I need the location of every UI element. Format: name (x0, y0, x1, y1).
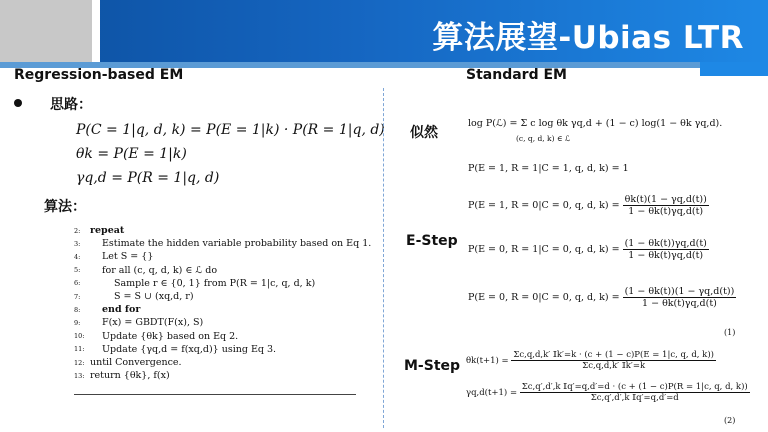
algorithm-line (74, 278, 315, 289)
algorithm-line (74, 344, 276, 355)
mstep-frac-theta: $\frac{\text{Σc,q,d,k′ 𝕀k′=k · (c + (1 − c)P(E = 1|c, q, d, k))}}{\text{Σc,q,d,k′ 𝕀k′=k}}$ (513, 350, 714, 371)
equation-number-2: (2) (724, 416, 736, 425)
line-number: 11: (74, 345, 85, 354)
estep-line-1: P(E = 1, R = 1|C = 1, q, d, k) = 1 (468, 163, 629, 174)
line-number: 13: (74, 371, 85, 380)
line-number: 3: (74, 239, 81, 248)
algorithm-line (74, 331, 238, 342)
estep-line-3: P(E = 0, R = 1|C = 0, q, d, k) = $\frac{(1 - \theta k(t))\gamma q,d(t)}{1 - \theta k(t)\gamma q,d(t)}$ (468, 238, 707, 261)
line-text: F(x) = GBDT(F(x), S) (102, 317, 204, 329)
mstep-label: M-Step (404, 358, 461, 374)
line-number: 6: (74, 279, 81, 288)
line-number: 10: (74, 332, 85, 341)
mstep-frac-gamma: $\frac{\text{Σc,q′,d′,k 𝕀q′=q,d′=d · (c + (1 − c)P(R = 1|c, q, d, k))}}{\text{Σc,q′,d′,k 𝕀q′=q,d′=d}}$ (521, 382, 748, 403)
algorithm-line (74, 251, 153, 262)
algorithm-line (74, 291, 194, 302)
formula-click: P(C = 1|q, d, k) = P(E = 1|k) · P(R = 1|q, d) (76, 122, 385, 138)
header-tab (700, 62, 768, 76)
right-heading: Standard EM (466, 67, 567, 83)
algorithm-line (74, 265, 217, 276)
estep-frac-3: $\frac{(1 - \theta k(t))(1 - \gamma q,d(t))}{1 - \theta k(t)\gamma q,d(t)}$ (624, 286, 735, 309)
equation-number-1: (1) (724, 328, 736, 337)
algorithm-line (74, 357, 182, 368)
algo-label: 算法： (44, 199, 86, 215)
estep-frac-1: $\frac{\theta k(t)(1 - \gamma q,d(t))}{1 - \theta k(t)\gamma q,d(t)}$ (624, 194, 707, 217)
line-text: for all (c, q, d, k) ∈ ℒ do (102, 264, 218, 276)
algorithm-line (74, 238, 371, 249)
line-number: 2: (74, 226, 81, 235)
line-text: until Convergence. (90, 357, 182, 368)
line-text: Let S = {} (102, 251, 154, 263)
estep-label: E-Step (406, 233, 458, 249)
algorithm-line (74, 225, 124, 236)
left-heading: Regression-based EM (14, 67, 184, 83)
line-number: 12: (74, 358, 85, 367)
idea-label: 思路： (50, 97, 92, 113)
algorithm-line (74, 317, 203, 328)
line-text: return {θk}, f(x) (90, 370, 170, 382)
line-number: 9: (74, 318, 81, 327)
mstep-gamma: γq,d(t+1) = $\frac{\text{Σc,q′,d′,k 𝕀q′=q,d′=d · (c + (1 − c)P(R = 1|c, q, d, k))}}{\text{Σc,q′,d′,k 𝕀q′=q,d′=d}}$ (466, 382, 748, 403)
line-number: 7: (74, 292, 81, 301)
line-number: 8: (74, 305, 81, 314)
estep-line-2: P(E = 1, R = 0|C = 0, q, d, k) = $\frac{\theta k(t)(1 - \gamma q,d(t))}{1 - \theta k(t)\gamma q,d(t)}$ (468, 194, 707, 217)
column-divider (383, 88, 384, 428)
likelihood-formula: log P(ℒ) = Σ c log θk γq,d + (1 − c) log(1 − θk γq,d). (468, 118, 723, 129)
line-text: repeat (90, 225, 125, 236)
formula-gamma: γq,d = P(R = 1|q, d) (76, 170, 220, 186)
line-text: Update {γq,d = f(xq,d)} using Eq 3. (102, 343, 277, 355)
line-text: Estimate the hidden variable probability based on Eq 1. (102, 238, 372, 250)
line-number: 5: (74, 266, 81, 275)
line-text: end for (102, 304, 141, 316)
line-text: S = S ∪ (xq,d, r) (114, 291, 194, 302)
likelihood-sum-range: (c, q, d, k) ∈ ℒ (516, 134, 571, 143)
bullet-dot (14, 99, 22, 107)
header-gray-block (0, 0, 92, 62)
line-number: 4: (74, 252, 81, 261)
algorithm-block (74, 224, 372, 395)
likelihood-label: 似然 (410, 125, 438, 141)
estep-frac-2: $\frac{(1 - \theta k(t))\gamma q,d(t)}{1 - \theta k(t)\gamma q,d(t)}$ (624, 238, 707, 261)
mstep-theta: θk(t+1) = $\frac{\text{Σc,q,d,k′ 𝕀k′=k · (c + (1 − c)P(E = 1|c, q, d, k))}}{\text{Σc,q,d,k′ 𝕀k′=k}}$ (466, 350, 714, 371)
formula-theta: θk = P(E = 1|k) (76, 146, 187, 162)
header-notch (92, 0, 100, 62)
slide-title: 算法展望-Ubias LTR (432, 20, 744, 56)
algorithm-line (74, 370, 170, 381)
line-text: Update {θk} based on Eq 2. (102, 330, 239, 342)
line-text: Sample r ∈ {0, 1} from P(R = 1|c, q, d, k) (114, 277, 316, 289)
estep-line-4: P(E = 0, R = 0|C = 0, q, d, k) = $\frac{(1 - \theta k(t))(1 - \gamma q,d(t))}{1 - \theta k(t)\gamma q,d(t)}$ (468, 286, 735, 309)
algorithm-line (74, 304, 140, 315)
